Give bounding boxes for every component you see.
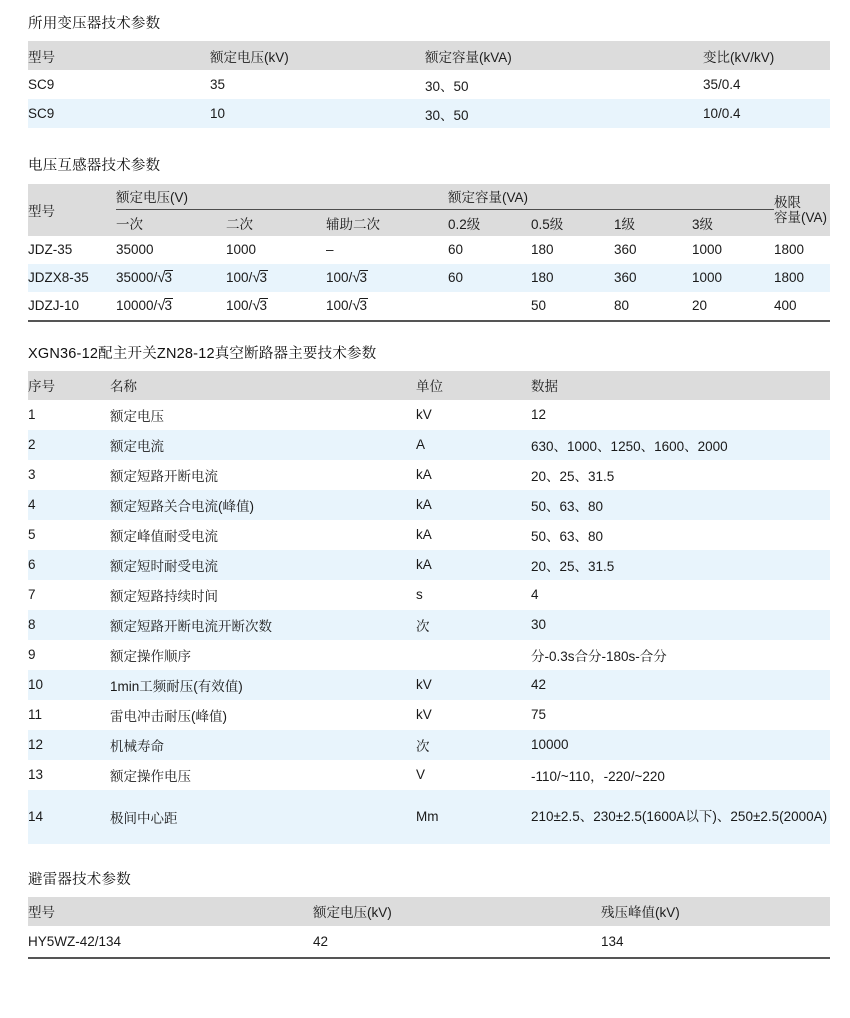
table-bottom-rule	[28, 957, 830, 959]
cell-unit: Mm	[416, 809, 439, 824]
cell-model: JDZJ-10	[28, 298, 80, 313]
cell-unit: s	[416, 587, 423, 602]
cell-primary	[116, 236, 226, 264]
cell-rated-capacity: 30、50	[425, 107, 469, 123]
cell-secondary	[226, 292, 326, 320]
table-header-row	[28, 897, 830, 926]
cell-name: 额定短时耐受电流	[110, 558, 218, 574]
cell-limit-capacity: 1800	[774, 242, 805, 257]
cell-name: 额定电压	[110, 408, 164, 424]
cell-unit: kV	[416, 407, 432, 422]
section1-title: 所用变压器技术参数	[28, 16, 161, 32]
table-row	[28, 640, 830, 670]
cell-unit: kA	[416, 467, 432, 482]
cell-aux-radicand: 3	[359, 270, 368, 285]
sqrt-icon: √	[252, 269, 261, 286]
cell-data: 210±2.5、230±2.5(1600A以下)、250±2.5(2000A)	[531, 809, 828, 824]
column-header-unit: 单位	[416, 379, 443, 394]
cell-unit: kV	[416, 707, 432, 722]
cell-model: HY5WZ-42/134	[28, 933, 122, 949]
voltage-transformer-parameters-table	[28, 183, 830, 320]
column-header-aux-secondary: 辅助二次	[326, 216, 380, 232]
cell-unit: kV	[416, 677, 432, 692]
column-header-ratio: 变比(kV/kV)	[703, 49, 775, 65]
cell-name: 额定操作顺序	[110, 648, 191, 664]
vacuum-circuit-breaker-parameters-table	[28, 371, 830, 844]
cell-unit: V	[416, 767, 426, 782]
cell-data: 75	[531, 707, 547, 722]
cell-data: 12	[531, 407, 547, 422]
section4-title: 避雷器技术参数	[28, 871, 131, 888]
column-header-name: 名称	[110, 379, 137, 394]
cell-unit: 次	[416, 618, 430, 634]
cell-secondary-value: 100/	[226, 298, 253, 313]
arrester-parameters-table	[28, 897, 830, 957]
cell-class-3: 1000	[692, 242, 723, 257]
cell-index: 2	[28, 437, 36, 452]
sqrt-icon: √	[157, 269, 166, 286]
cell-model: JDZX8-35	[28, 270, 89, 285]
cell-data: 50、63、80	[531, 498, 604, 514]
table-row	[28, 610, 830, 640]
transformer-parameters-table	[28, 41, 830, 128]
cell-name: 额定短路持续时间	[110, 588, 218, 604]
column-header-limit-capacity	[774, 184, 830, 236]
cell-aux-value: –	[326, 242, 334, 257]
cell-name: 极间中心距	[110, 810, 178, 826]
table-row	[28, 670, 830, 700]
cell-index: 6	[28, 557, 36, 572]
cell-name: 机械寿命	[110, 738, 164, 754]
section-gap	[28, 128, 830, 156]
cell-data: 20、25、31.5	[531, 468, 615, 484]
table-row	[28, 790, 830, 844]
column-header-data: 数据	[531, 379, 558, 394]
table-row	[28, 580, 830, 610]
cell-index: 14	[28, 809, 44, 824]
table-header-sub-row	[28, 210, 830, 236]
table-row	[28, 490, 830, 520]
cell-data: 50、63、80	[531, 528, 604, 544]
cell-secondary-radicand: 3	[259, 298, 268, 313]
cell-name: 额定短路关合电流(峰值)	[110, 498, 254, 514]
table-row	[28, 760, 830, 790]
sqrt-icon: √	[352, 269, 361, 286]
limit-capacity-line1: 极限	[774, 194, 801, 210]
cell-class-02: 60	[448, 242, 464, 257]
column-header-class-1: 1级	[614, 216, 636, 232]
cell-unit	[416, 640, 531, 670]
cell-class-05: 180	[531, 270, 554, 285]
cell-aux-secondary	[326, 264, 448, 292]
table-row	[28, 400, 830, 430]
cell-ratio: 35/0.4	[703, 77, 741, 92]
cell-aux-radicand: 3	[359, 298, 368, 313]
table-row	[28, 430, 830, 460]
cell-class-3: 20	[692, 298, 708, 313]
cell-name: 额定峰值耐受电流	[110, 528, 218, 544]
cell-primary-radicand: 3	[164, 298, 173, 313]
cell-primary-value: 10000/	[116, 298, 158, 313]
cell-class-1: 360	[614, 270, 637, 285]
cell-data: 20、25、31.5	[531, 558, 615, 574]
column-header-index: 序号	[28, 379, 55, 394]
cell-unit: 次	[416, 738, 430, 754]
cell-limit-capacity: 400	[774, 298, 797, 313]
sqrt-icon: √	[352, 297, 361, 314]
cell-rated-voltage: 42	[313, 933, 329, 949]
cell-unit: kA	[416, 557, 432, 572]
cell-limit-capacity: 1800	[774, 270, 805, 285]
cell-index: 13	[28, 767, 44, 782]
cell-index: 3	[28, 467, 36, 482]
column-header-secondary: 二次	[226, 216, 253, 232]
cell-data: -110/~110，-220/~220	[531, 768, 665, 784]
cell-aux-secondary	[326, 292, 448, 320]
table-header-row	[28, 41, 830, 70]
table-header-group-row	[28, 184, 830, 210]
column-header-primary: 一次	[116, 216, 143, 232]
sqrt-icon: √	[157, 297, 166, 314]
cell-class-1: 360	[614, 242, 637, 257]
cell-class-05: 50	[531, 298, 547, 313]
column-header-class-05: 0.5级	[531, 216, 564, 232]
column-header-model: 型号	[28, 203, 55, 219]
section-gap	[28, 322, 830, 344]
cell-index: 4	[28, 497, 36, 512]
cell-index: 9	[28, 647, 36, 662]
cell-primary	[116, 292, 226, 320]
column-group-header-rated-capacity: 额定容量(VA)	[448, 184, 774, 210]
cell-aux-value: 100/	[326, 298, 353, 313]
cell-class-02	[448, 292, 531, 320]
column-header-model: 型号	[28, 49, 55, 65]
cell-primary-value: 35000/	[116, 270, 158, 285]
section2-title: 电压互感器技术参数	[28, 158, 161, 174]
table-row	[28, 99, 830, 128]
cell-aux-value: 100/	[326, 270, 353, 285]
cell-index: 7	[28, 587, 36, 602]
cell-index: 11	[28, 707, 43, 722]
cell-secondary-value: 1000	[226, 242, 257, 257]
table-row	[28, 236, 830, 264]
cell-class-05: 180	[531, 242, 554, 257]
cell-unit: kA	[416, 497, 432, 512]
cell-class-3: 1000	[692, 270, 723, 285]
cell-model: JDZ-35	[28, 242, 73, 257]
section-gap	[28, 844, 830, 870]
cell-unit: A	[416, 437, 426, 452]
sqrt-icon: √	[252, 297, 261, 314]
column-header-model: 型号	[28, 905, 55, 920]
table-row	[28, 460, 830, 490]
cell-name: 1min工频耐压(有效值)	[110, 678, 243, 694]
cell-name: 额定短路开断电流	[110, 468, 218, 484]
cell-secondary-value: 100/	[226, 270, 253, 285]
cell-rated-voltage: 10	[210, 106, 226, 121]
cell-data: 10000	[531, 737, 569, 752]
limit-capacity-line2: 容量(VA)	[774, 209, 827, 225]
cell-name: 额定短路开断电流开断次数	[110, 618, 272, 634]
cell-index: 8	[28, 617, 36, 632]
cell-aux-secondary	[326, 236, 448, 264]
column-header-rated-capacity: 额定容量(kVA)	[425, 49, 512, 65]
table-row	[28, 700, 830, 730]
cell-unit: kA	[416, 527, 432, 542]
cell-primary-radicand: 3	[164, 270, 173, 285]
cell-model: SC9	[28, 77, 55, 92]
cell-class-1: 80	[614, 298, 630, 313]
section3-title: XGN36-12配主开关ZN28-12真空断路器主要技术参数	[28, 345, 377, 362]
cell-data: 4	[531, 587, 539, 602]
cell-index: 10	[28, 677, 44, 692]
column-header-rated-voltage: 额定电压(kV)	[313, 905, 392, 920]
table-row	[28, 264, 830, 292]
column-header-rated-voltage: 额定电压(kV)	[210, 49, 289, 65]
table-row	[28, 292, 830, 320]
cell-class-02: 60	[448, 270, 464, 285]
table-row	[28, 730, 830, 760]
table-row	[28, 926, 830, 957]
table-row	[28, 550, 830, 580]
cell-data: 分-0.3s合分-180s-合分	[531, 648, 667, 664]
table-row	[28, 70, 830, 99]
cell-data: 42	[531, 677, 547, 692]
cell-name: 额定操作电压	[110, 768, 191, 784]
cell-index: 12	[28, 737, 44, 752]
cell-rated-voltage: 35	[210, 77, 226, 92]
cell-index: 1	[28, 407, 36, 422]
cell-secondary	[226, 236, 326, 264]
column-group-header-rated-voltage: 额定电压(V)	[116, 184, 448, 210]
cell-residual-voltage-peak: 134	[601, 933, 624, 949]
cell-index: 5	[28, 527, 36, 542]
cell-name: 额定电流	[110, 438, 164, 454]
cell-ratio: 10/0.4	[703, 106, 741, 121]
cell-data: 630、1000、1250、1600、2000	[531, 438, 728, 454]
table-header-row	[28, 371, 830, 400]
column-header-residual-voltage-peak: 残压峰值(kV)	[601, 905, 680, 920]
cell-primary	[116, 264, 226, 292]
cell-rated-capacity: 30、50	[425, 78, 469, 94]
cell-secondary-radicand: 3	[259, 270, 268, 285]
cell-primary-value: 35000	[116, 242, 154, 257]
column-header-class-3: 3级	[692, 216, 714, 232]
table-row	[28, 520, 830, 550]
cell-data: 30	[531, 617, 547, 632]
column-header-class-02: 0.2级	[448, 216, 481, 232]
cell-name: 雷电冲击耐压(峰值)	[110, 708, 227, 724]
cell-secondary	[226, 264, 326, 292]
cell-model: SC9	[28, 106, 55, 121]
